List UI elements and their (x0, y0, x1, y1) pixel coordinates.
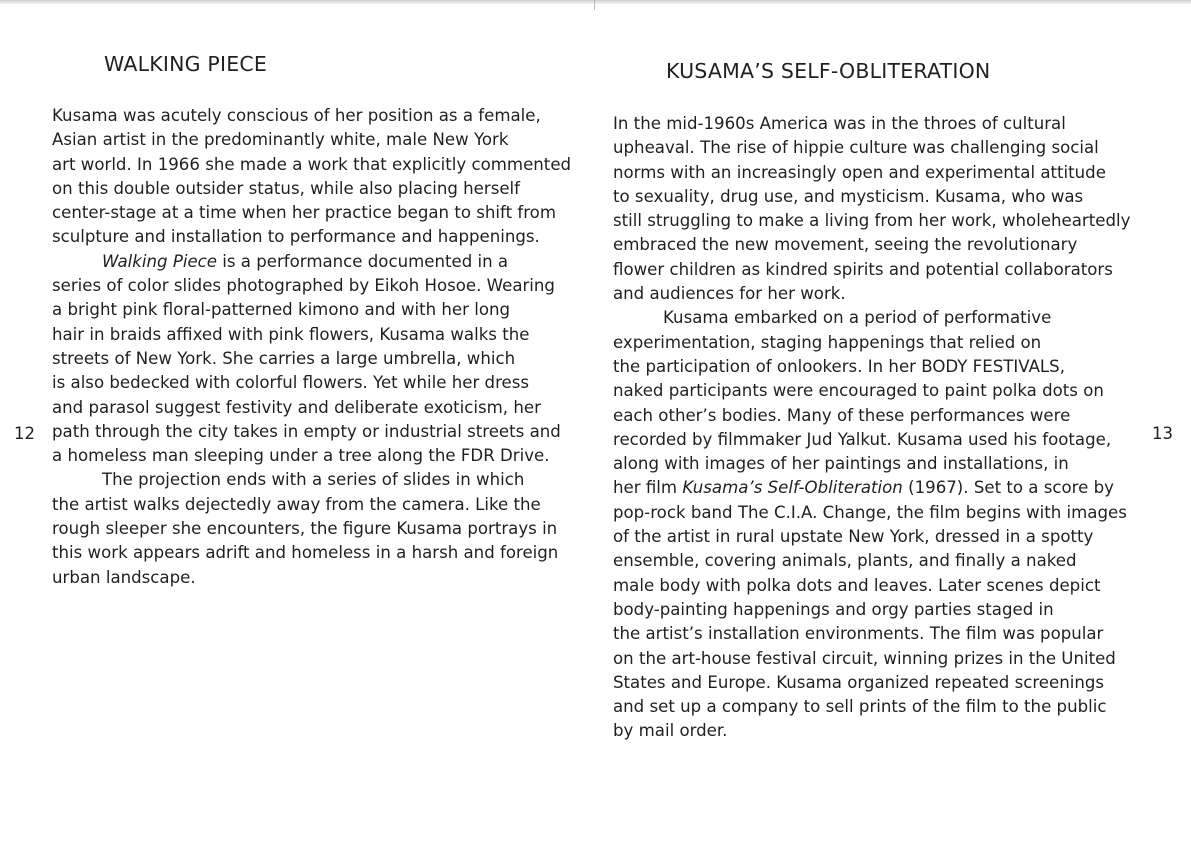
text-line: of the artist in rural upstate New York, dressed in a spotty (613, 527, 1094, 547)
text-line: streets of New York. She carries a large umbrella, which (52, 348, 516, 368)
text-line: to sexuality, drug use, and mysticism. Kusama, who was (613, 186, 1084, 206)
text-line: series of color slides photographed by Eikoh Hosoe. Wearing (52, 276, 555, 296)
text-line: and set up a company to sell prints of the film to the public (613, 697, 1107, 717)
text-line: still struggling to make a living from her work, wholeheartedly (613, 211, 1131, 231)
text-line: Kusama was acutely conscious of her position as a female, (52, 106, 541, 125)
text-line: by mail order. (613, 721, 728, 741)
text-line: embraced the new movement, seeing the revolutionary (613, 235, 1078, 255)
text-line: art world. In 1966 she made a work that explicitly commented (52, 154, 572, 174)
text-line: and audiences for her work. (613, 284, 846, 304)
text-fragment: her film (613, 478, 683, 498)
text-line: norms with an increasingly open and experimental attitude (613, 162, 1106, 182)
right-page-body (613, 112, 1143, 744)
text-line: States and Europe. Kusama organized repeated screenings (613, 672, 1105, 692)
text-line: urban landscape. (52, 567, 196, 587)
text-line: and parasol suggest festivity and deliberate exoticism, her (52, 397, 541, 417)
left-page-body (52, 104, 582, 590)
text-line: the artist’s installation environments. The film was popular (613, 624, 1104, 644)
page-number-left: 12 (14, 424, 35, 443)
text-line: experimentation, staging happenings that relied on (613, 332, 1042, 352)
left-page (52, 0, 582, 850)
text-line: a homeless man sleeping under a tree along the FDR Drive. (52, 446, 550, 466)
page-number-right: 13 (1152, 424, 1173, 443)
text-line: on this double outsider status, while also placing herself (52, 178, 521, 198)
right-page (613, 0, 1143, 850)
text-line: the artist walks dejectedly away from the camera. Like the (52, 494, 541, 514)
text-line: each other’s bodies. Many of these performances were (613, 405, 1071, 425)
text-line: this work appears adrift and homeless in a harsh and foreign (52, 543, 559, 563)
text-line: male body with polka dots and leaves. Later scenes depict (613, 575, 1101, 595)
text-line: is also bedecked with colorful flowers. Yet while her dress (52, 373, 530, 393)
text-line: sculpture and installation to performance and happenings. (52, 227, 540, 247)
right-page-heading: KUSAMA’S SELF-OBLITERATION (666, 59, 991, 83)
text-line: The projection ends with a series of slides in which (102, 470, 525, 490)
left-page-heading: WALKING PIECE (104, 52, 268, 76)
text-line: Asian artist in the predominantly white, male New York (52, 130, 509, 150)
text-line: recorded by filmmaker Jud Yalkut. Kusama used his footage, (613, 429, 1112, 449)
text-line: In the mid-1960s America was in the throes of cultural (613, 114, 1066, 133)
text-line: on the art-house festival circuit, winning prizes in the United (613, 648, 1116, 668)
text-line: hair in braids affixed with pink flowers, Kusama walks the (52, 324, 530, 344)
text-line: a bright pink floral-patterned kimono and with her long (52, 300, 511, 320)
text-line: body-painting happenings and orgy parties staged in (613, 599, 1054, 619)
text-line: path through the city takes in empty or industrial streets and (52, 421, 561, 441)
text-line (613, 476, 1143, 500)
text-line: center-stage at a time when her practice began to shift from (52, 203, 556, 223)
text-fragment: is a performance documented in a (216, 251, 509, 271)
text-line: ensemble, covering animals, plants, and finally a naked (613, 551, 1077, 571)
text-line: pop-rock band The C.I.A. Change, the film begins with images (613, 502, 1127, 522)
text-line: upheaval. The rise of hippie culture was challenging social (613, 138, 1099, 158)
text-line: along with images of her paintings and installations, in (613, 454, 1069, 474)
text-line: naked participants were encouraged to paint polka dots on (613, 381, 1104, 401)
text-line (52, 250, 582, 274)
text-line: the participation of onlookers. In her BODY FESTIVALS, (613, 356, 1065, 376)
film-title-self-obliteration: Kusama’s Self-Obliteration (682, 478, 903, 498)
text-line: flower children as kindred spirits and potential collaborators (613, 259, 1113, 279)
text-line: Kusama embarked on a period of performative (663, 308, 1052, 328)
text-fragment: (1967). Set to a score by (902, 478, 1114, 498)
gutter-mark (594, 0, 595, 10)
artwork-title-walking-piece: Walking Piece (102, 251, 217, 271)
text-line: rough sleeper she encounters, the figure Kusama portrays in (52, 519, 558, 539)
